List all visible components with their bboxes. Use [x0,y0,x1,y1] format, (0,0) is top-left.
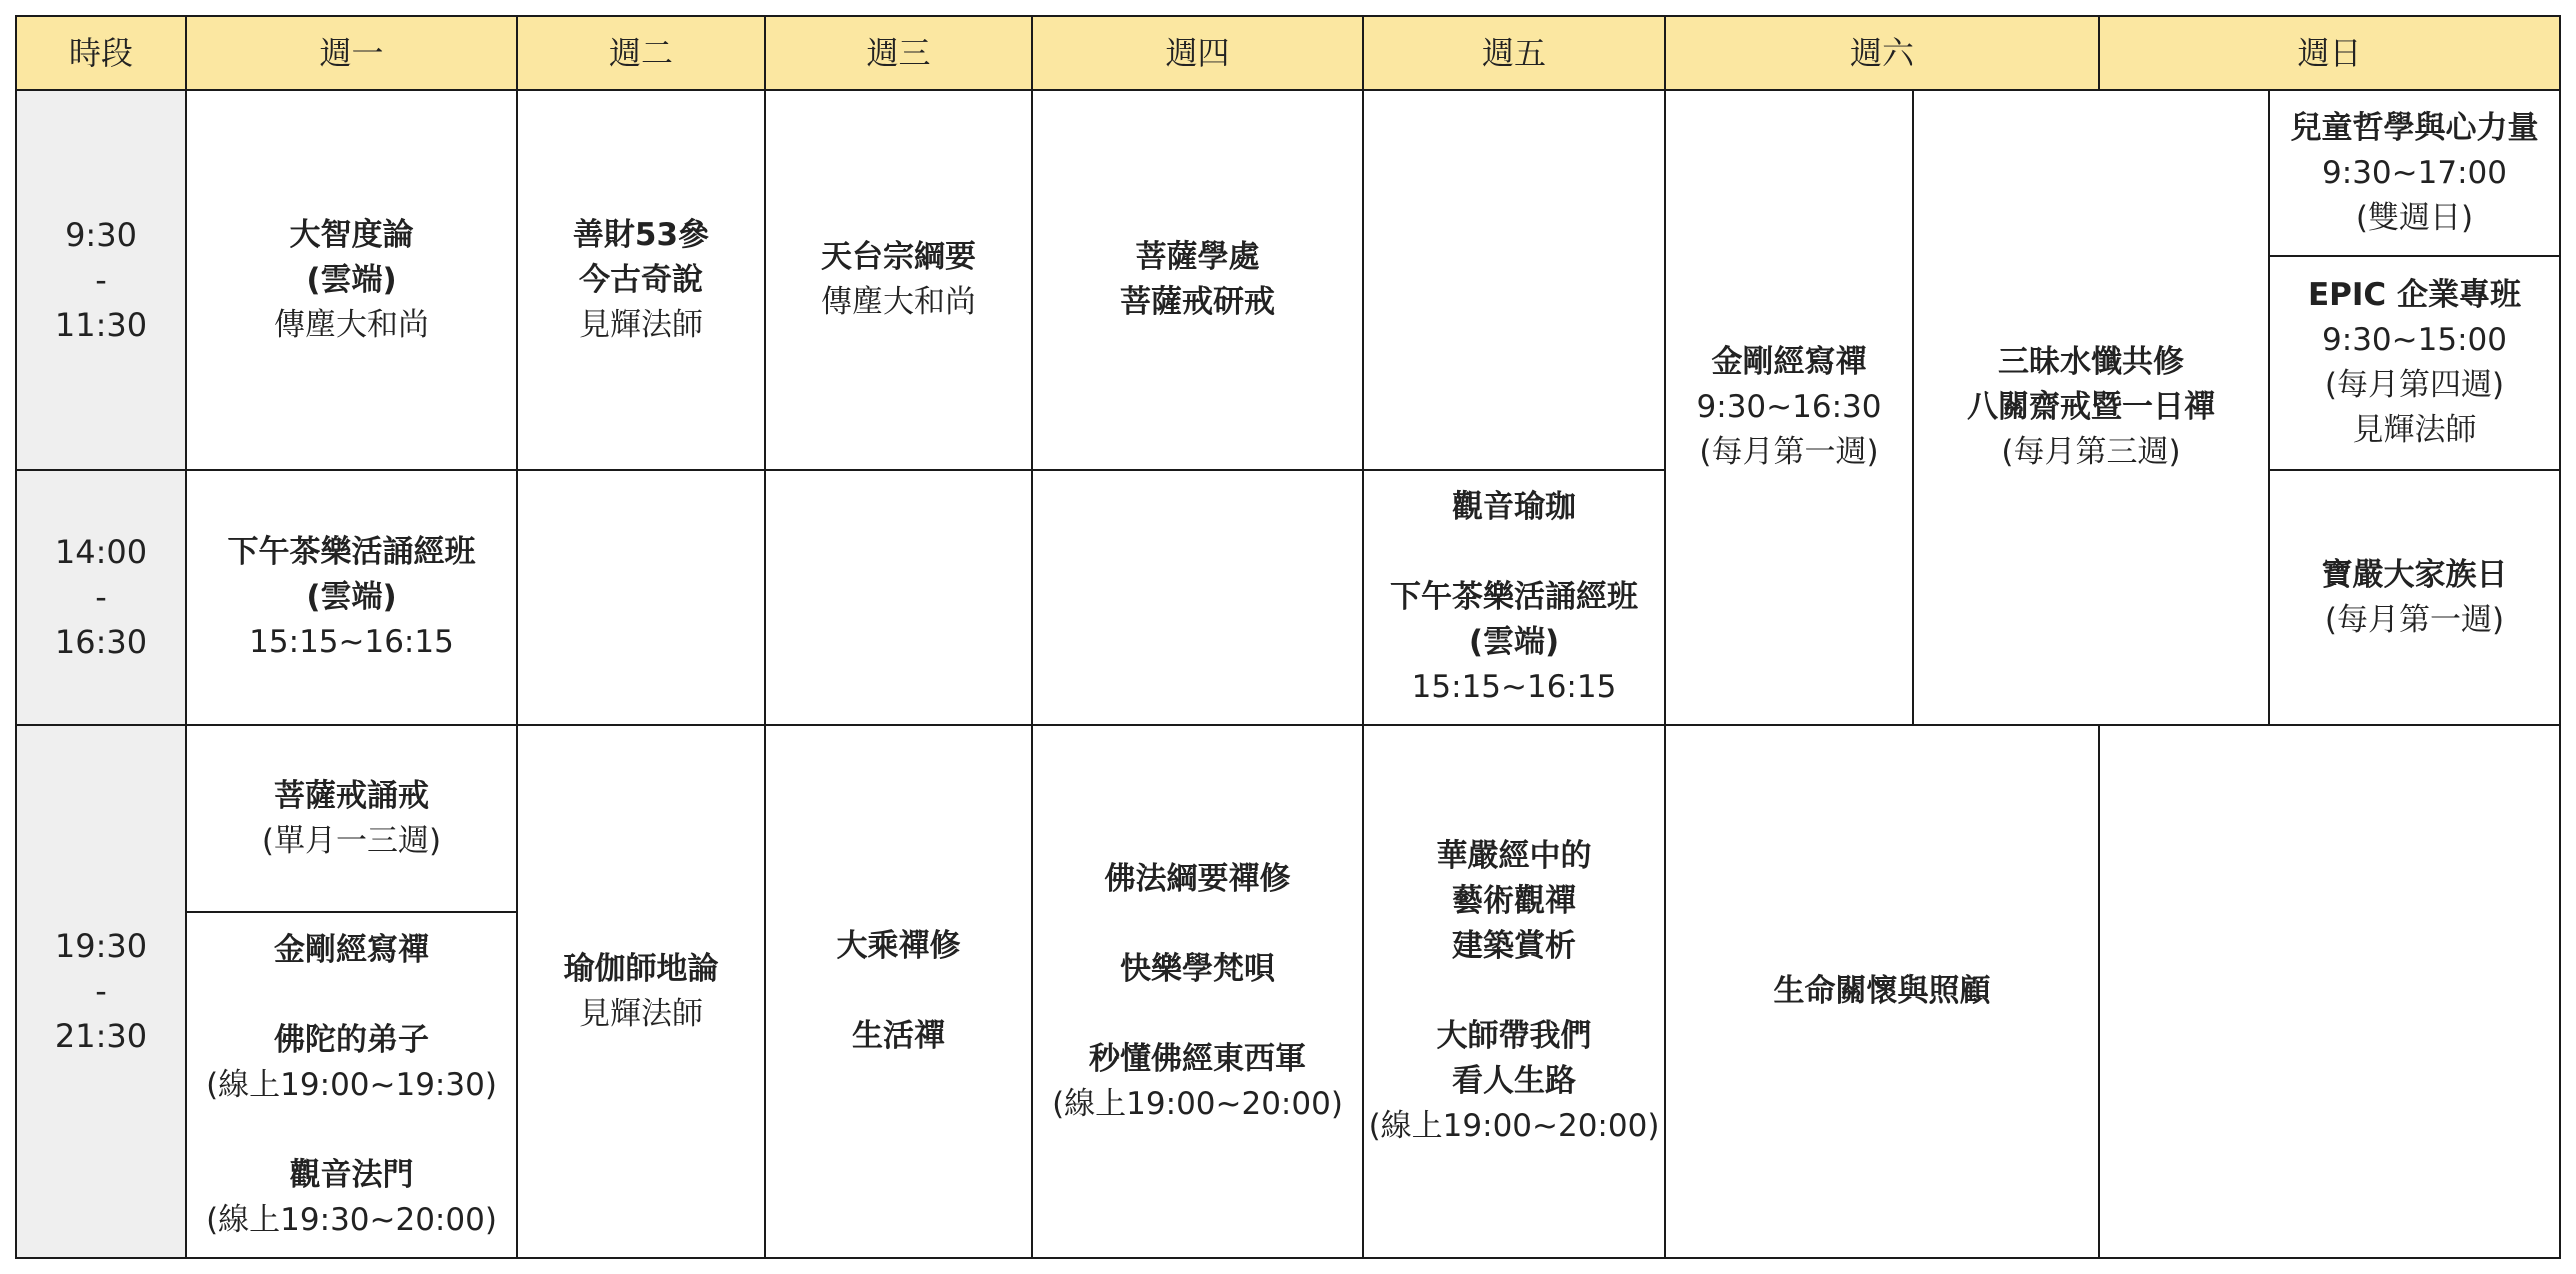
column-divider [764,15,766,1259]
column-divider [1664,15,1666,1259]
header-friday [1363,16,1665,90]
row-divider [15,89,2561,91]
course-title: 三昧水懺共修 [1998,344,2184,380]
header-label: 時段 [68,33,133,72]
column-divider [2268,89,2270,726]
cell-thursday-morning [1032,90,1363,470]
course-title: 天台宗綱要 [821,239,976,275]
course-title: 建築賞析 [1452,928,1576,964]
cell-monday-evening-2 [186,912,517,1258]
row-divider [2268,469,2561,471]
course-title: 秒懂佛經東西軍 [1089,1040,1306,1077]
cell-tuesday-evening [517,725,765,1258]
cell-friday-evening [1363,725,1665,1258]
course-mode: (雲端) [1468,624,1560,660]
column-divider [1031,15,1033,1259]
course-title: 華嚴經中的 [1436,838,1592,874]
time-start: 14:00 [54,533,148,571]
course-time: (線上19:00~20:00) [1052,1085,1343,1122]
cell-monday-afternoon [186,470,517,725]
cell-sunday-afternoon [2269,470,2560,725]
course-time: 9:30~15:00 [2322,322,2507,358]
row-divider [186,911,517,913]
course-title: 寶嚴大家族日 [2321,556,2508,593]
time-start: 19:30 [54,927,148,965]
header-label: 週日 [2297,33,2362,72]
course-title: 生活禪 [852,1018,945,1054]
time-slot-evening [16,725,186,1258]
table-border-outer [15,15,2561,17]
course-schedule: (每月第四週) [2324,367,2505,403]
course-time: 15:15~16:15 [249,624,454,660]
time-sep: - [95,578,107,616]
course-time: 9:30~16:30 [1696,389,1882,425]
course-title: 兒童哲學與心力量 [2290,109,2539,146]
cell-thursday-afternoon [1032,470,1363,725]
course-mode: (雲端) [306,261,397,298]
course-title: EPIC 企業專班 [2308,277,2521,313]
column-divider [2098,15,2100,91]
cell-tuesday-afternoon [517,470,765,725]
course-title: 八關齋戒暨一日禪 [1967,389,2215,425]
course-title: 藝術觀禪 [1452,883,1576,919]
time-slot-morning [16,90,186,470]
column-divider [516,15,518,1259]
table-border-outer [15,1257,2561,1259]
course-title: 菩薩學處 [1135,239,1260,275]
course-schedule: (每月第一週) [2324,601,2505,638]
cell-saturday-evening [1665,725,2099,1258]
course-title: 金剛經寫禪 [1711,344,1867,380]
row-divider [15,469,1665,471]
course-schedule: (單月一三週) [261,822,442,859]
course-title: 善財53參 [572,216,710,253]
course-title: 金剛經寫禪 [274,931,429,968]
course-title: 下午茶樂活誦經班 [227,534,476,570]
course-title: 大智度論 [289,216,414,253]
header-label: 週二 [608,33,673,72]
header-saturday [1665,16,2099,90]
course-teacher: 傳塵大和尚 [821,284,976,320]
cell-monday-morning [186,90,517,470]
header-label: 週五 [1481,33,1546,72]
header-label: 週四 [1165,33,1230,72]
course-time: 9:30~17:00 [2322,154,2507,191]
course-time: 15:15~16:15 [1411,669,1617,705]
course-title: 觀音法門 [289,1156,414,1193]
cell-saturday-day-a [1665,90,1913,725]
time-end: 16:30 [54,623,148,661]
row-divider [2268,255,2561,257]
course-title: 佛法綱要禪修 [1104,860,1291,897]
course-title: 今古奇說 [579,261,703,298]
cell-tuesday-morning [517,90,765,470]
course-title: 快樂學梵唄 [1120,950,1275,987]
cell-friday-morning [1363,90,1665,470]
course-title: 看人生路 [1452,1063,1576,1099]
course-time: (線上19:00~19:30) [206,1066,497,1103]
header-tuesday [517,16,765,90]
time-slot-afternoon [16,470,186,725]
course-time: (線上19:00~20:00) [1368,1108,1660,1144]
column-divider [1362,15,1364,1259]
cell-sunday-morning-2 [2269,256,2560,470]
header-label: 週一 [319,33,384,72]
header-sunday [2099,16,2560,90]
cell-sunday-evening [2099,725,2560,1258]
cell-monday-evening-1 [186,725,517,912]
course-title: 生命關懷與照顧 [1773,973,1991,1009]
header-label: 週六 [1849,33,1914,72]
column-divider [1912,89,1914,726]
cell-thursday-evening [1032,725,1363,1258]
course-time: (線上19:30~20:00) [206,1201,497,1238]
cell-sunday-morning-1 [2269,90,2560,256]
table-border-outer [2559,15,2561,1259]
course-title: 菩薩戒誦戒 [274,777,429,814]
course-teacher: 傳塵大和尚 [274,306,429,343]
course-mode: (雲端) [306,579,397,615]
course-title: 大乘禪修 [836,928,961,964]
row-divider [15,724,2561,726]
course-title: 瑜伽師地論 [563,950,719,987]
cell-wednesday-evening [765,725,1032,1258]
course-schedule: (每月第一週) [1699,434,1879,470]
cell-wednesday-morning [765,90,1032,470]
cell-wednesday-afternoon [765,470,1032,725]
course-teacher: 見輝法師 [579,306,703,343]
time-end: 11:30 [54,305,148,344]
header-monday [186,16,517,90]
course-teacher: 見輝法師 [2352,412,2477,448]
column-divider [2098,724,2100,1259]
time-sep: - [95,260,107,299]
column-divider [185,15,187,1259]
cell-friday-afternoon [1363,470,1665,725]
course-schedule: (雙週日) [2355,199,2474,236]
time-start: 9:30 [65,215,137,254]
header-wednesday [765,16,1032,90]
time-sep: - [95,972,107,1010]
cell-saturday-day-b [1913,90,2269,725]
course-schedule: (每月第三週) [2001,434,2181,470]
course-teacher: 見輝法師 [579,995,703,1032]
table-border-outer [15,15,17,1259]
header-time-slot [16,16,186,90]
course-title: 佛陀的弟子 [274,1021,429,1058]
course-title: 觀音瑜珈 [1452,489,1576,525]
course-title: 菩薩戒研戒 [1120,284,1275,320]
time-end: 21:30 [54,1017,148,1055]
course-title: 大師帶我們 [1436,1018,1592,1054]
header-thursday [1032,16,1363,90]
course-title: 下午茶樂活誦經班 [1390,579,1638,615]
header-label: 週三 [866,33,931,72]
